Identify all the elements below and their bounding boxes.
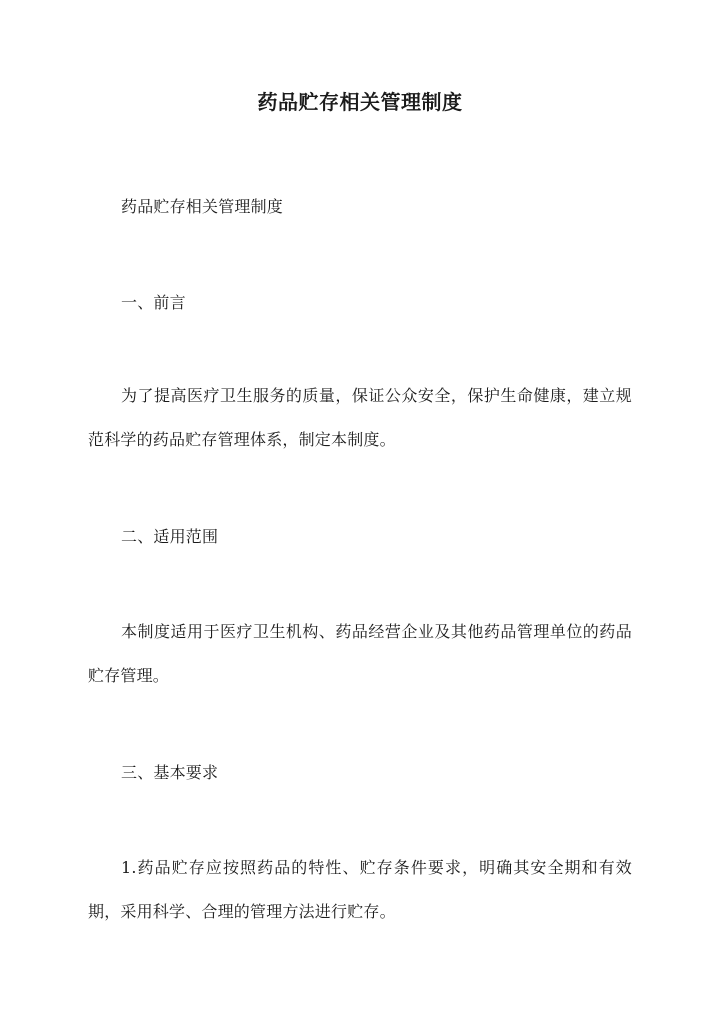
section-heading-requirements: 三、基本要求: [121, 763, 219, 782]
section-body-preface: 为了提高医疗卫生服务的质量，保证公众安全，保护生命健康，建立规范科学的药品贮存管理体系，制定本制度。: [88, 386, 632, 449]
section-heading-scope: 二、适用范围: [121, 527, 219, 546]
document-subtitle: 药品贮存相关管理制度: [121, 197, 284, 216]
section-body-requirements: 1.药品贮存应按照药品的特性、贮存条件要求，明确其安全期和有效期，采用科学、合理的管理方法进行贮存。: [88, 858, 632, 921]
document-title: 药品贮存相关管理制度: [257, 90, 463, 114]
section-heading-preface: 一、前言: [121, 293, 186, 312]
section-body-scope: 本制度适用于医疗卫生机构、药品经营企业及其他药品管理单位的药品贮存管理。: [88, 622, 632, 685]
